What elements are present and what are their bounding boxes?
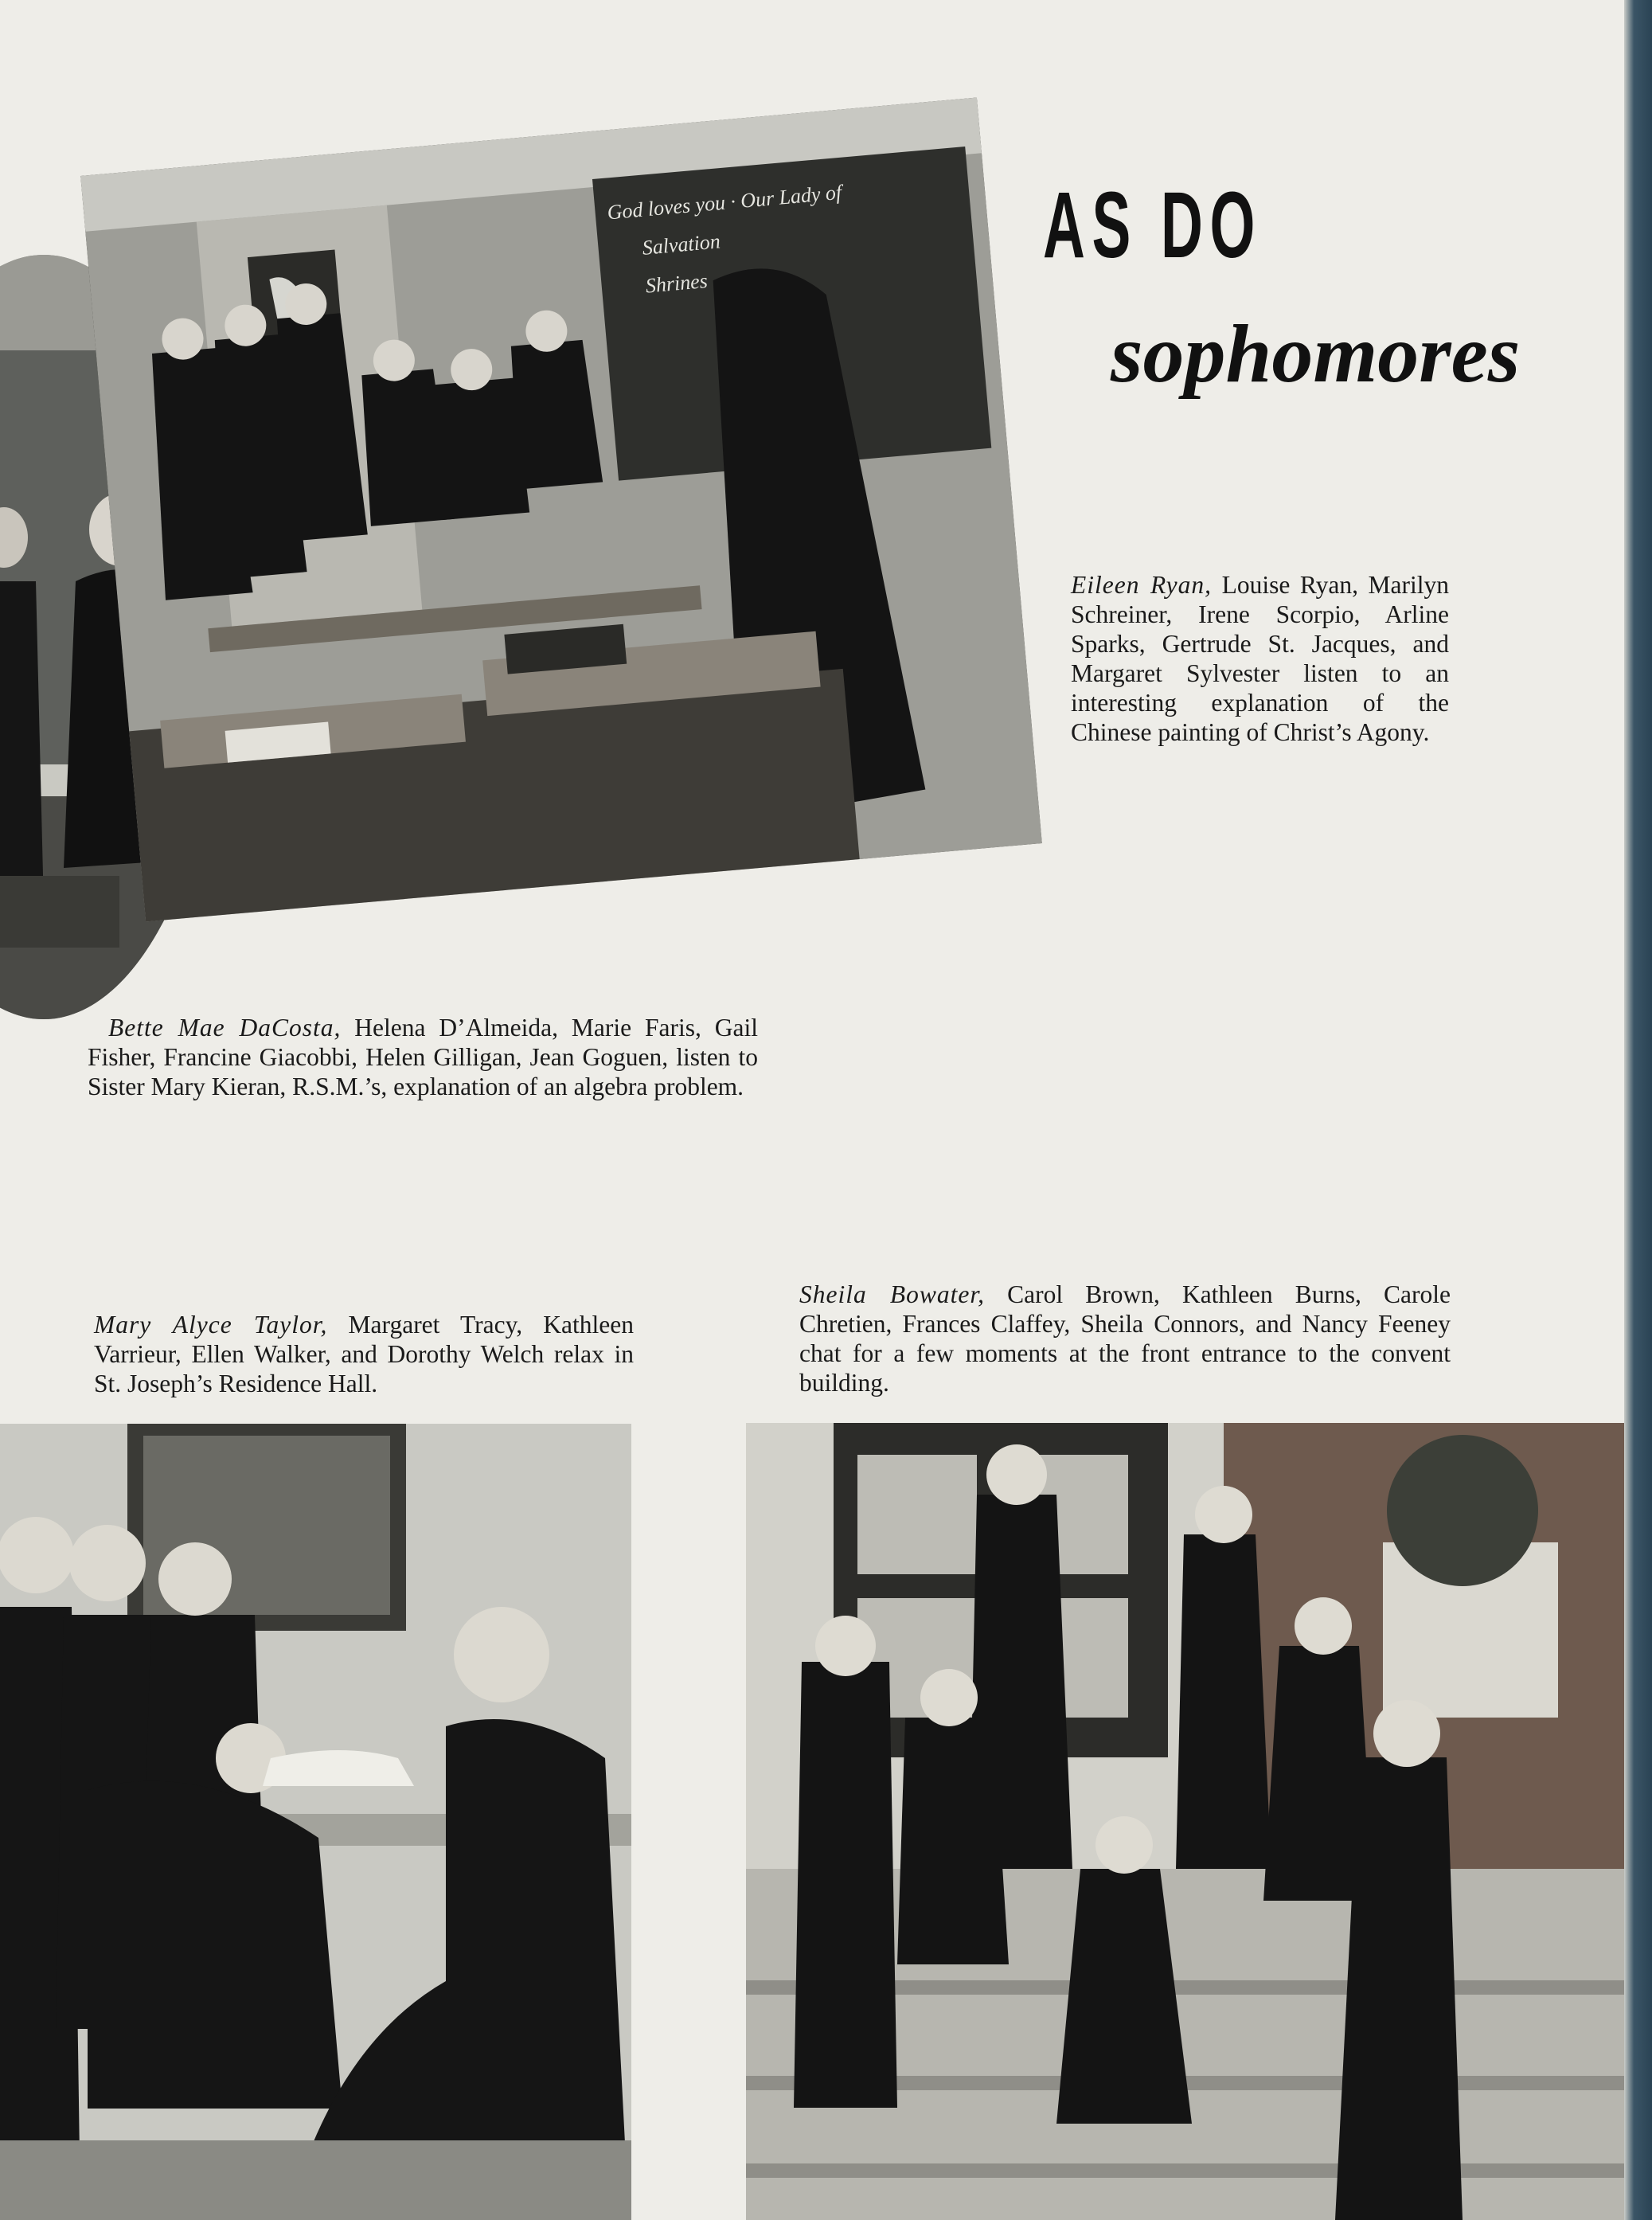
page-heading: AS DO bbox=[1043, 173, 1263, 278]
caption-residence-hall bbox=[94, 1310, 634, 1398]
caption-convent-entrance bbox=[799, 1280, 1451, 1397]
caption-lead-name: Mary Alyce Taylor, bbox=[94, 1311, 328, 1339]
caption-lead-name: Eileen Ryan, bbox=[1071, 571, 1213, 599]
photo-residence-hall bbox=[0, 1424, 631, 2220]
caption-text: Helena D’Almeida, Marie Faris, Gail Fisher, Francine Giacobbi, Helen Gilligan, Jean Goguen, listen to Sister Mary Kieran, R.S.M.’s, explanation of an algebra problem. bbox=[88, 1014, 759, 1100]
caption-painting-class bbox=[1071, 570, 1449, 747]
page-subheading: sophomores bbox=[1111, 308, 1521, 400]
caption-lead-name: Bette Mae DaCosta, bbox=[108, 1014, 342, 1042]
chalkboard-line-1: God loves you · Our Lady of bbox=[606, 180, 843, 225]
photo-convent-entrance bbox=[746, 1423, 1624, 2220]
caption-algebra-class bbox=[88, 1013, 758, 1101]
caption-lead-name: Sheila Bowater, bbox=[799, 1280, 985, 1308]
caption-text: Louise Ryan, Marilyn Schreiner, Irene Scorpio, Arline Sparks, Gertrude St. Jacques, and Margaret Sylvester listen to an interesting explanation of the Chinese painting of Christ’s Agony. bbox=[1071, 571, 1449, 746]
chalkboard-line-2: Salvation bbox=[641, 229, 721, 260]
chalkboard-line-3: Shrines bbox=[644, 268, 709, 298]
caption-text: Margaret Tracy, Kathleen Varrieur, Ellen Walker, and Dorothy Welch relax in St. Joseph’s Residence Hall. bbox=[94, 1311, 635, 1397]
photo-painting-class bbox=[80, 98, 1042, 922]
book-spine-edge bbox=[1624, 0, 1652, 2220]
caption-text: Carol Brown, Kathleen Burns, Carole Chretien, Frances Claffey, Sheila Connors, and Nancy Feeney chat for a few moments at the front entrance to the convent building. bbox=[799, 1280, 1451, 1397]
